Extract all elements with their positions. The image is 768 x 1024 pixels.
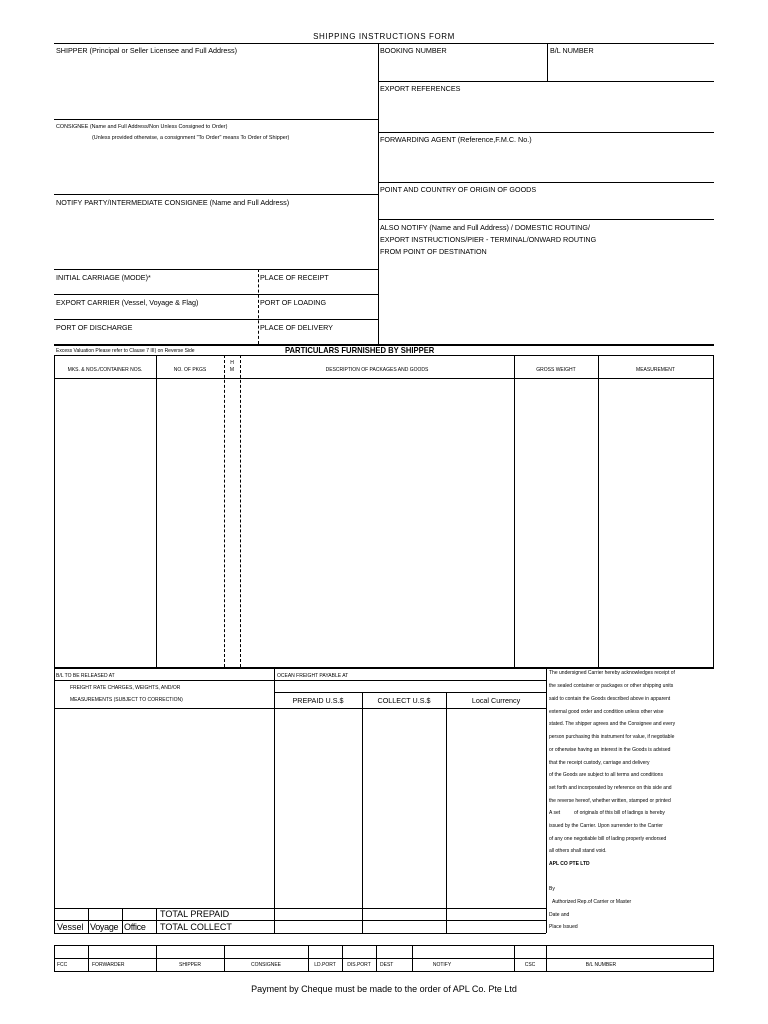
local-currency-header: Local Currency [471, 696, 521, 705]
form-title: SHIPPING INSTRUCTIONS FORM [313, 32, 455, 41]
footer-code-consignee: CONSIGNEE [250, 962, 281, 968]
port-discharge-field[interactable]: PORT OF DISCHARGE [56, 323, 133, 332]
export-references-field[interactable]: EXPORT REFERENCES [380, 84, 461, 93]
also-notify-field[interactable]: ALSO NOTIFY (Name and Full Address) / DOMESTIC ROUTING/ [380, 223, 590, 232]
terms-line: external good order and condition unless other wise [549, 709, 664, 715]
collect-header: COLLECT U.S.$ [377, 696, 431, 705]
also-notify-line2: EXPORT INSTRUCTIONS/PIER - TERMINAL/ONWARD ROUTING [380, 235, 597, 244]
also-notify-line3: FROM POINT OF DESTINATION [380, 247, 487, 256]
footer-code-bl-number: B/L NUMBER [585, 962, 617, 968]
forwarding-agent-field[interactable]: FORWARDING AGENT (Reference,F.M.C. No.) [380, 135, 532, 144]
total-prepaid-label: TOTAL PREPAID [160, 909, 230, 919]
terms-line: that the receipt custody, carriage and delivery [549, 760, 650, 766]
freight-charges-note: FREIGHT RATE CHARGES, WEIGHTS, AND/OR [70, 685, 181, 691]
terms-line: set forth and incorporated by reference on this side and [549, 785, 672, 791]
column-marks: MKS. & NOS./CONTAINER NOS. [67, 367, 143, 373]
booking-bl-divider [547, 43, 548, 81]
prepaid-header: PREPAID U.S.$ [292, 696, 344, 705]
column-measurement: MEASUREMENT [636, 367, 675, 373]
booking-number-field[interactable]: BOOKING NUMBER [380, 46, 447, 55]
footer-code-csc: CSC [524, 962, 536, 968]
top-border [54, 43, 714, 44]
column-gross-weight: GROSS WEIGHT [536, 367, 576, 373]
footer-code-dest: DEST [380, 962, 394, 968]
terms-line: person purchasing this instrument for value, if negotiable [549, 734, 675, 740]
office-label: Office [124, 922, 146, 932]
place-issued-field[interactable]: Place Issued [549, 924, 578, 930]
terms-line: The undersigned Carrier hereby acknowledges receipt of [549, 670, 675, 676]
date-field[interactable]: Date and [549, 912, 570, 918]
freight-charges-note-2: MEASUREMENTS (SUBJECT TO CORRECTION) [70, 697, 183, 703]
terms-line: A set of originals of this bill of ladings is hereby [549, 810, 665, 816]
port-loading-field[interactable]: PORT OF LOADING [260, 298, 327, 307]
place-delivery-field[interactable]: PLACE OF DELIVERY [260, 323, 333, 332]
footer-code-ldport: LD.PORT [314, 962, 336, 968]
particulars-heading: PARTICULARS FURNISHED BY SHIPPER [285, 345, 435, 355]
footer-code-notify: NOTIFY [432, 962, 452, 968]
excess-valuation-note: Excess Valuation Please refer to Clause 7 III) on Reverse Side [56, 348, 195, 354]
footer-code-forwarder: FORWARDER [92, 962, 125, 968]
terms-line: of any one negotiable bill of lading properly endorsed [549, 836, 667, 842]
terms-line: of the Goods are subject to all terms and conditions [549, 772, 663, 778]
shipper-field[interactable]: SHIPPER (Principal or Seller Licensee and Full Address) [56, 46, 237, 55]
point-origin-field[interactable]: POINT AND COUNTRY OF ORIGIN OF GOODS [380, 185, 537, 194]
footer-code-disport: DIS.PORT [347, 962, 371, 968]
terms-line: the reverse hereof, whether written, stamped or printed [549, 798, 671, 804]
column-hm-m: M [229, 367, 235, 373]
consignee-note: (Unless provided otherwise, a consignment "To Order" means To Order of Shipper) [92, 135, 290, 141]
terms-line: stated. The shipper agrees and the Consignee and every [549, 721, 676, 727]
footer-code-fcc: FCC [57, 962, 68, 968]
voyage-label: Voyage [90, 922, 119, 932]
bl-number-field[interactable]: B/L NUMBER [550, 46, 594, 55]
vessel-label: Vessel [57, 922, 84, 932]
terms-line: all others shall stand void. [549, 848, 607, 854]
by-label: By [549, 886, 555, 892]
authorized-rep-label: Authorized Rep.of Carrier or Master [552, 899, 632, 905]
top-middle-divider [378, 43, 379, 344]
terms-line: the sealed container or packages or other shipping units [549, 683, 674, 689]
column-description: DESCRIPTION OF PACKAGES AND GOODS [325, 367, 429, 373]
consignee-field[interactable]: CONSIGNEE (Name and Full Address/Non Unless Consigned to Order) [56, 124, 228, 130]
bl-released-field[interactable]: B/L TO BE RELEASED AT [56, 673, 115, 679]
footer-code-shipper: SHIPPER [179, 962, 201, 968]
initial-carriage-field[interactable]: INITIAL CARRIAGE (MODE)* [56, 273, 151, 282]
ocean-freight-field[interactable]: OCEAN FREIGHT PAYABLE AT [277, 673, 349, 679]
terms-line: issued by the Carrier. Upon surrender to the Carrier [549, 823, 663, 829]
column-pkgs: NO. OF PKGS [173, 367, 207, 373]
payment-note: Payment by Cheque must be made to the order of APL Co. Pte Ltd [251, 984, 517, 994]
export-carrier-field[interactable]: EXPORT CARRIER (Vessel, Voyage & Flag) [56, 298, 199, 307]
column-hm-h: H [230, 360, 234, 366]
notify-party-field[interactable]: NOTIFY PARTY/INTERMEDIATE CONSIGNEE (Name and Full Address) [56, 198, 290, 207]
total-collect-label: TOTAL COLLECT [160, 922, 232, 932]
terms-line: or otherwise having an interest in the Goods is advised [549, 747, 671, 753]
carrier-company: APL CO PTE LTD [549, 861, 590, 867]
place-receipt-field[interactable]: PLACE OF RECEIPT [260, 273, 329, 282]
terms-line: said to contain the Goods described above in apparent [549, 696, 671, 702]
